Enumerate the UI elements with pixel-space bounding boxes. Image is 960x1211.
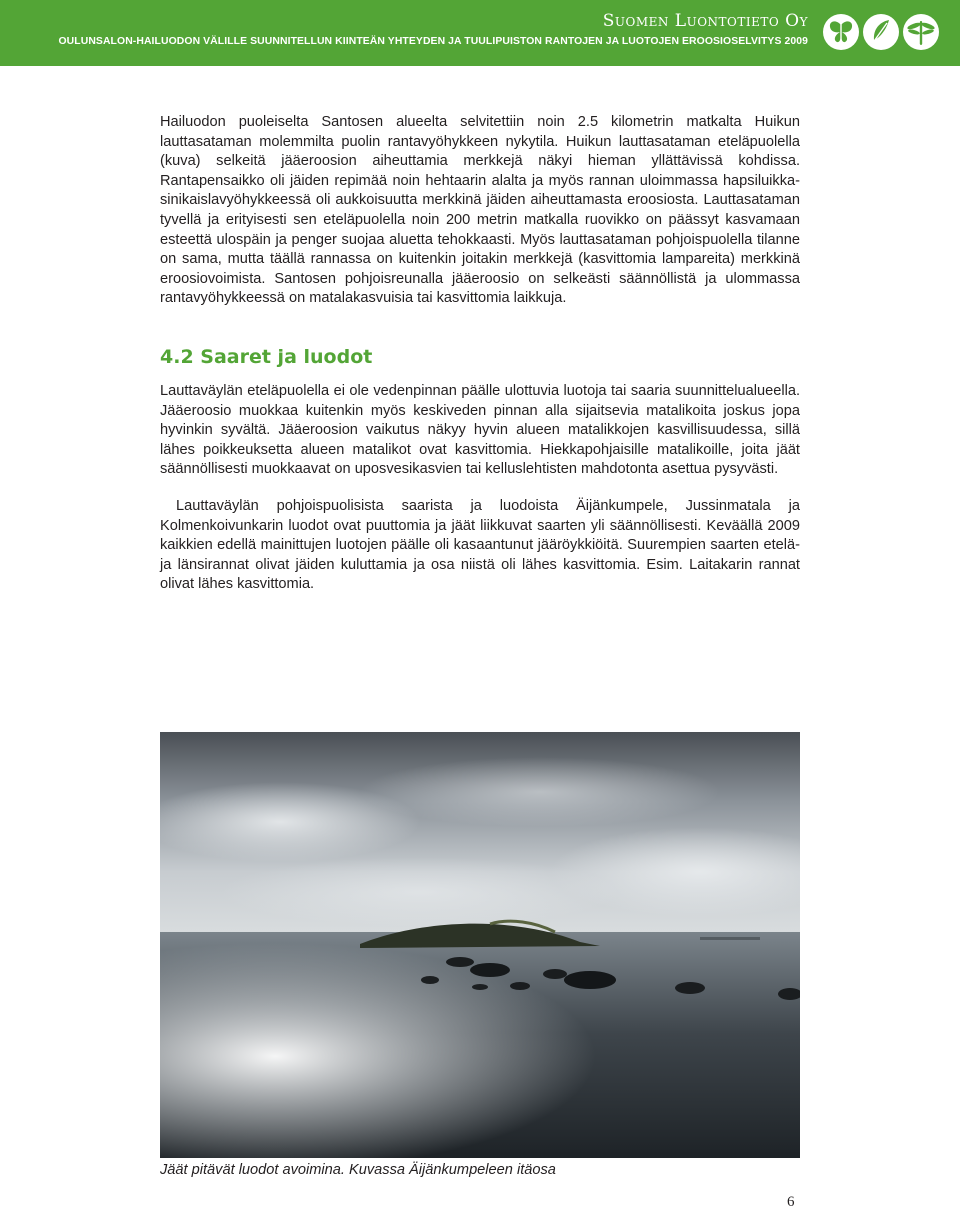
feather-icon [862, 13, 900, 51]
section-heading: 4.2 Saaret ja luodot [160, 346, 373, 368]
butterfly-icon [822, 13, 860, 51]
page-number: 6 [787, 1194, 795, 1210]
photo-caption: Jäät pitävät luodot avoimina. Kuvassa Äijänkumpeleen itäosa [160, 1162, 556, 1178]
sea-islet-photo [160, 732, 800, 1158]
landscape-photo [160, 732, 800, 1158]
page-header [0, 0, 960, 66]
dragonfly-icon [902, 13, 940, 51]
report-title: OULUNSALON-HAILUODON VÄLILLE SUUNNITELLUN KIINTEÄN YHTEYDEN JA TUULIPUISTON RANTOJEN JA LUOTOJEN EROOSIOSELVITYS 2009 [58, 36, 808, 47]
paragraph-luodot: Lauttaväylän pohjoispuolisista saarista ja luodoista Äijänkumpele, Jussinmatala ja Kolmenkoivunkarin luodot ovat puuttomia ja jäät liikkuvat saarten yli säännöllisesti. Keväällä 2009 kaikkien edellä mainittujen luotojen päälle oli kasaantunut jääröykkiöitä. Suurempien saarten etelä- ja länsirannat olivat jäiden kuluttamia ja osa niistä oli lähes kasvittomia. Esim. Laitakarin rannat olivat lähes kasvittomia. [160, 498, 800, 593]
paragraph-santonen: Hailuodon puoleiselta Santosen alueelta selvitettiin noin 2.5 kilometrin matkalta Huikun lauttasataman molemmilta puolin rantavyöhykkeen nykytila. Huikun lauttasataman eteläpuolella (kuva) selkeitä jääeroosion aiheuttamia merkkejä näkyi hieman yllättävissä kohdissa. Rantapensaikko oli jäiden repimää noin hehtaarin alalta ja myös rannan uloimmassa hapsiluikka-sinikaislavyöhykkeessä oli aukkoisuutta merkkinä jäiden aiheuttamasta eroosiosta. Lauttasataman tyvellä ja erityisesti sen eteläpuolella noin 200 metrin matkalla ruovikko on päässyt kasvamaan esteettä ulospäin ja penger suojaa aluetta tehokkaasti. Myös lauttasataman pohjoispuolella tilanne on sama, mutta täällä rannassa on kuitenkin joitakin merkkejä (kasvittomia lampareita) merkkinä eroosiovoimista. Santosen pohjoisreunalla jääeroosio on selkeästi säännöllistä ja ulommassa rantavyöhykkeessä on matalakasvuisia tai kasvittomia laikkuja. [160, 114, 800, 307]
company-name: Suomen Luontotieto Oy [602, 11, 808, 31]
paragraph-saaret: Lauttaväylän eteläpuolella ei ole vedenpinnan päälle ulottuvia luotoja tai saaria suunnittelualueella. Jääeroosio muokkaa kuitenkin myös keskiveden pinnan alla sijaitsevia matalikoita joskus jopa hyvinkin syvältä. Jääeroosion vaikutus näkyy hyvin alueen matalikkojen kasvillisuudessa, sillä lähes poikkeuksetta alueen matalikot ovat kasvittomia. Hiekkapohjaisille matalikoille, joita jäät säännöllisesti muokkaavat on uposvesikasvien tai kelluslehtisten mahdotonta asettua pysyvästi. [160, 383, 800, 478]
